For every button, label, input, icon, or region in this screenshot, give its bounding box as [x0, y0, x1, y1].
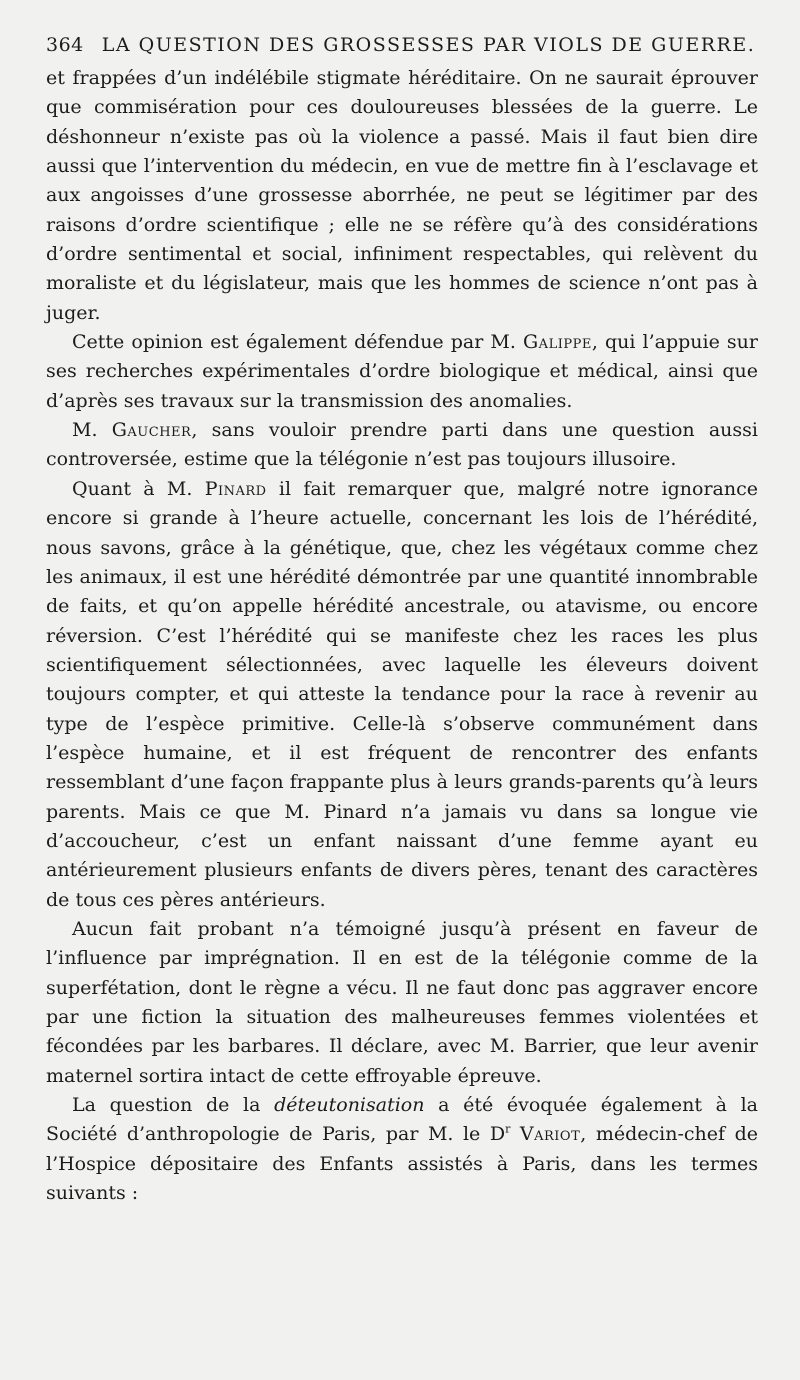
author-name-pinard: Pinard	[204, 477, 267, 500]
paragraph-2-text-a: Cette opinion est également défendue par M.	[72, 331, 523, 354]
paragraph-3-text-b: , sans vouloir prendre parti dans une question aussi controversée, estime que la télégonie n’est pas toujours illusoire.	[46, 419, 758, 471]
paragraph-3-text-a: M.	[72, 419, 112, 442]
author-name-gaucher: Gaucher	[111, 419, 192, 442]
doctor-abbrev-superscript: r	[505, 1123, 511, 1137]
paragraph-5: Aucun fait probant n’a témoigné jusqu’à présent en faveur de l’influence par imprégnation. Il en est de la télégonie comme de la superfétation, dont le règne a vécu. Il ne faut donc pas aggraver encore par une fiction la situation des malheureuses femmes violentées et fécondées par les barbares. Il déclare, avec M. Barrier, que leur avenir maternel sortira intact de cette effroyable épreuve.	[46, 917, 758, 1087]
author-name-galippe: Galippe	[523, 331, 592, 354]
author-name-variot: Variot	[519, 1123, 581, 1146]
paragraph-2-text-b: , qui l’appuie sur ses recherches expérimentales d’ordre biologique et médical, ainsi que d’après ses travaux sur la transmission des anomalies.	[46, 331, 758, 412]
paragraph-6-text-a: La question de la	[72, 1094, 275, 1117]
running-head: LA QUESTION DES GROSSESSES PAR VIOLS DE GUERRE.	[101, 34, 756, 56]
paragraph-6	[46, 1091, 758, 1208]
page-number: 364	[46, 34, 84, 56]
paragraph-1: et frappées d’un indélébile stigmate héréditaire. On ne saurait éprouver que commisération pour ces douloureuses blessées de la guerre. Le déshonneur n’existe pas où la violence a passé. Mais il faut bien dire aussi que l’intervention du médecin, en vue de mettre fin à l’esclavage et aux angoisses d’une grossesse aborrhée, ne peut se légitimer par des raisons d’ordre scientifique ; elle ne se réfère qu’à des considérations d’ordre sentimental et social, infiniment respectables, qui relèvent du moraliste et du législateur, mais que les hommes de science n’ont pas à juger.	[46, 67, 758, 324]
paragraph-6-text-c: , médecin-chef de l’Hospice dépositaire des Enfants assistés à Paris, dans les termes suivants :	[46, 1123, 758, 1205]
book-page	[46, 30, 758, 1208]
paragraph-4	[46, 475, 758, 915]
italic-term: déteutonisation	[274, 1094, 425, 1117]
paragraph-4-text-a: Quant à M.	[72, 477, 205, 500]
paragraph-6-text-b: a été évoquée également à la Société d’anthropologie de Paris, par M. le D	[46, 1094, 758, 1146]
paragraph-3	[46, 416, 758, 475]
paragraph-4-text-b: il fait remarquer que, malgré notre ignorance encore si grande à l’heure actuelle, concernant les lois de l’hérédité, nous savons, grâce à la génétique, que, chez les végétaux comme chez les animaux, il est une hérédité démontrée par une quantité innombrable de faits, et qu’on appelle hérédité ancestrale, ou atavisme, ou encore réversion. C’est l’hérédité qui se manifeste chez les races les plus scientifiquement sélectionnées, avec laquelle les éleveurs doivent toujours compter, et qui atteste la tendance pour la race à revenir au type de l’espèce primitive. Celle-là s’observe communément dans l’espèce humaine, et il est fréquent de rencontrer des enfants ressemblant d’une façon frappante plus à leurs grands-parents qu’à leurs parents. Mais ce que M. Pinard n’a jamais vu dans sa longue vie d’accoucheur, c’est un enfant naissant d’une femme ayant eu antérieurement plusieurs enfants de divers pères, tenant des caractères de tous ces pères antérieurs.	[46, 477, 758, 911]
page-header	[46, 30, 758, 60]
paragraph-6-space	[510, 1123, 520, 1145]
paragraph-2	[46, 328, 758, 416]
